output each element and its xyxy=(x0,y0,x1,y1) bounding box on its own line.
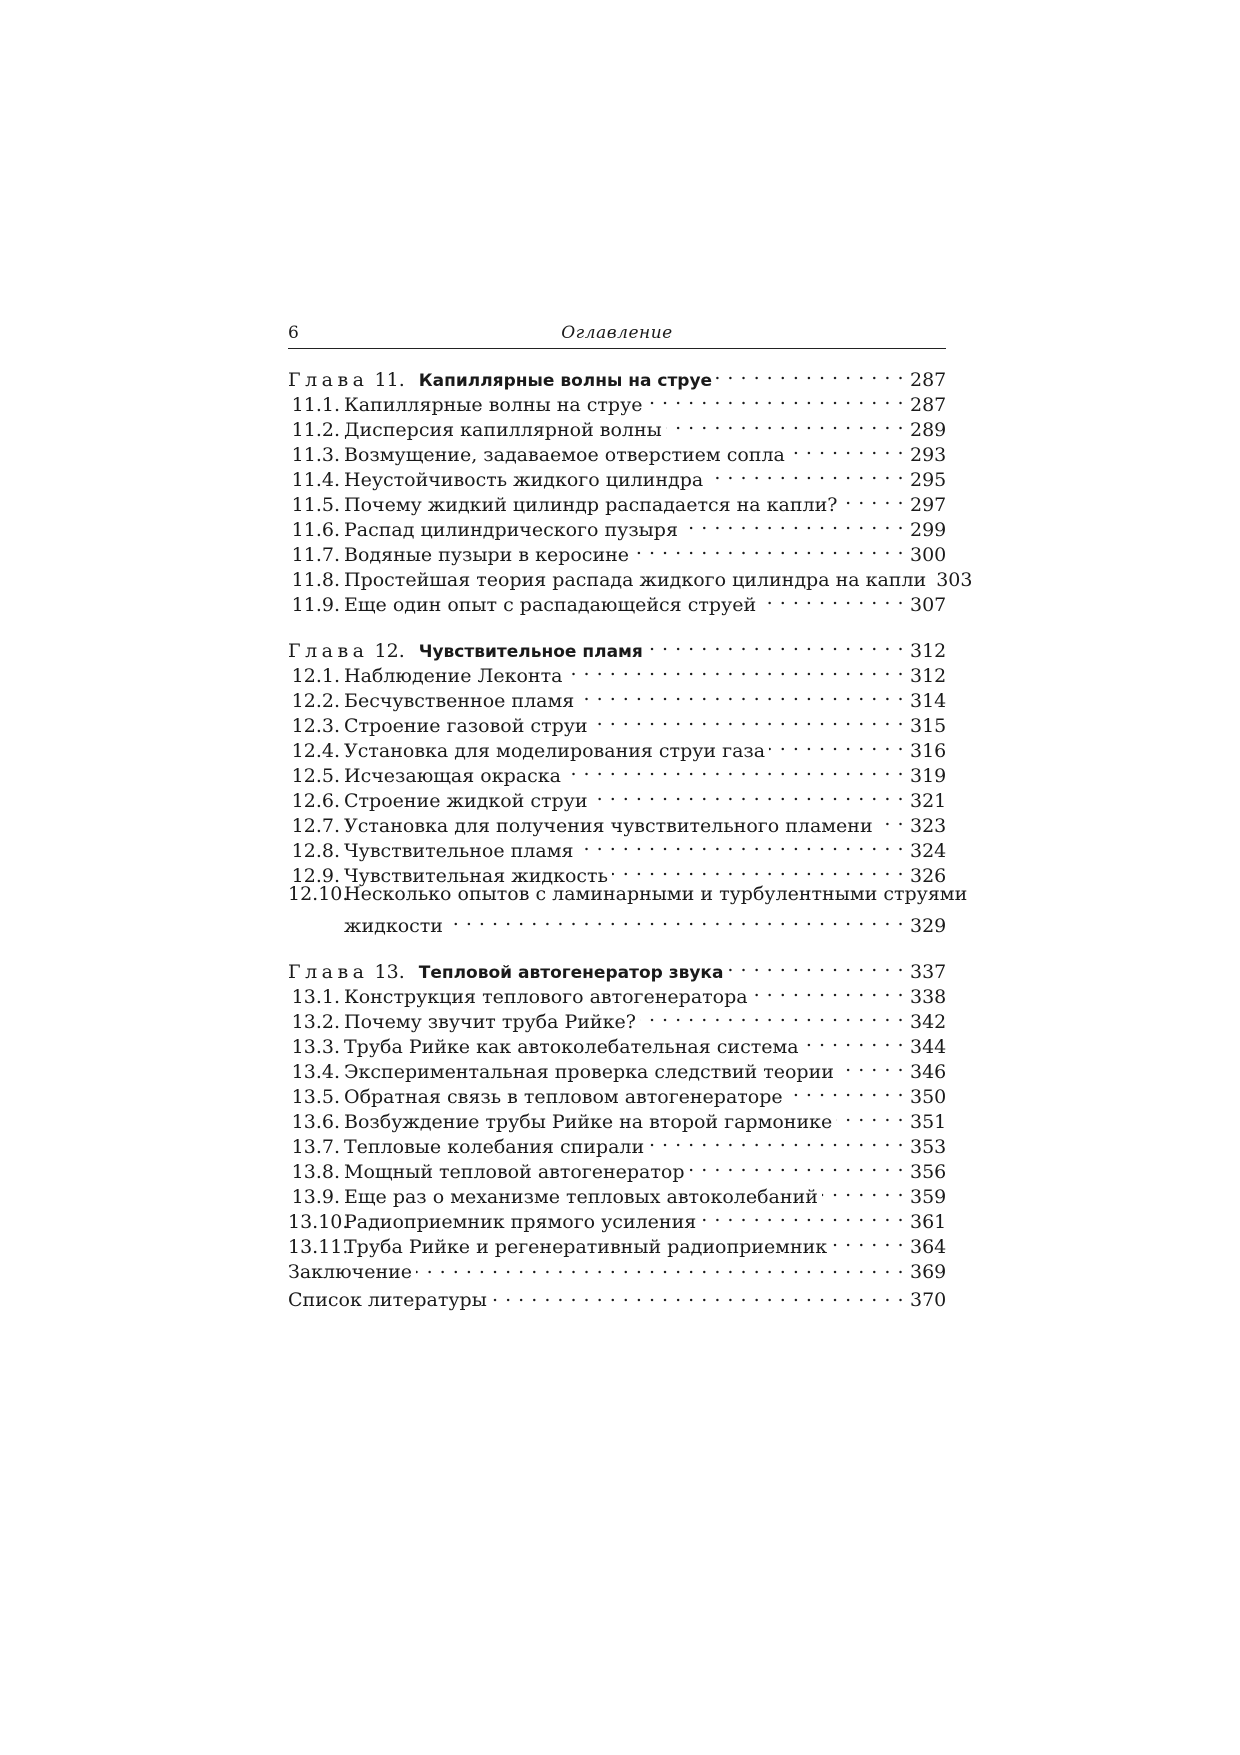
page-ref: 307 xyxy=(910,594,947,616)
chapter-11 xyxy=(288,361,973,616)
section-number: 13.1. xyxy=(291,986,340,1008)
leader-dots xyxy=(592,782,904,807)
section-title: Еще раз о механизме тепловых автоколебаний xyxy=(344,1186,818,1208)
toc-entry-line xyxy=(288,882,968,907)
section-number: 12.6. xyxy=(291,790,340,812)
page xyxy=(288,318,973,1311)
page-ref: 353 xyxy=(910,1136,947,1158)
leader-dots xyxy=(752,978,904,1003)
leader-dots xyxy=(682,511,904,536)
page-ref: 364 xyxy=(910,1236,947,1258)
page-ref: 329 xyxy=(910,915,947,937)
page-ref: 337 xyxy=(910,961,947,983)
page-ref: 289 xyxy=(910,419,947,441)
leader-dots xyxy=(416,1253,904,1278)
leader-dots xyxy=(803,1028,904,1053)
page-ref: 312 xyxy=(910,665,947,687)
section-title: Радиоприемник прямого усиления xyxy=(344,1211,697,1233)
page-ref: 315 xyxy=(910,715,947,737)
section-title: Водяные пузыри в керосине xyxy=(344,544,630,566)
leader-dots xyxy=(647,386,904,411)
page-ref: 323 xyxy=(910,815,947,837)
leader-dots xyxy=(689,1153,905,1178)
section-title: Почему звучит труба Рийке? xyxy=(344,1011,636,1033)
page-ref: 319 xyxy=(910,765,947,787)
section-title: Возбуждение трубы Рийке на второй гармонике xyxy=(344,1111,833,1133)
chapter-title: Чувствительное пламя xyxy=(418,642,643,662)
page-ref: 303 xyxy=(936,569,973,591)
section-title: Несколько опытов с ламинарными и турбулентными струями xyxy=(344,883,968,905)
section-number: 11.4. xyxy=(291,469,340,491)
section-title: Возмущение, задаваемое отверстием сопла xyxy=(344,444,785,466)
chapter-heading[interactable] xyxy=(288,361,947,391)
chapter-number: 11. xyxy=(374,369,405,391)
leader-dots xyxy=(727,953,904,978)
leader-dots xyxy=(592,707,904,732)
section-title: Установка для моделирования струи газа xyxy=(344,740,766,762)
section-title: Труба Рийке и регенеративный радиоприемник xyxy=(344,1236,828,1258)
section-title: Бесчувственное пламя xyxy=(344,690,575,712)
leader-dots xyxy=(787,1078,904,1103)
section-number: 12.4. xyxy=(291,740,340,762)
page-ref: 342 xyxy=(910,1011,947,1033)
section-title: Почему жидкий цилиндр распадается на капли? xyxy=(344,494,838,516)
section-number: 13.4. xyxy=(291,1061,340,1083)
header-title: Оглавление xyxy=(561,323,673,343)
section-title-continued: жидкости xyxy=(344,915,443,937)
page-ref: 356 xyxy=(910,1161,947,1183)
toc-entry-line xyxy=(288,907,947,937)
section-title: Чувствительная жидкость xyxy=(344,865,608,887)
page-ref: 314 xyxy=(910,690,947,712)
table-of-contents xyxy=(288,361,973,1311)
chapter-title: Тепловой автогенератор звука xyxy=(418,963,724,983)
page-ref: 370 xyxy=(910,1289,947,1311)
section-number: 13.3. xyxy=(291,1036,340,1058)
section-number: 13.10. xyxy=(288,1211,349,1233)
section-number: 12.8. xyxy=(291,840,340,862)
section-number: 13.6. xyxy=(291,1111,340,1133)
section-number: 12.10. xyxy=(288,883,349,905)
section-number: 13.2. xyxy=(291,1011,340,1033)
section-title: Наблюдение Леконта xyxy=(344,665,563,687)
section-number: 12.9. xyxy=(291,865,340,887)
leader-dots xyxy=(822,1178,904,1203)
section-number: 11.2. xyxy=(291,419,340,441)
section-number: 11.8. xyxy=(291,569,340,591)
section-number: 12.3. xyxy=(291,715,340,737)
chapter-word: Глава xyxy=(288,961,369,983)
leader-dots xyxy=(647,632,904,657)
leader-dots xyxy=(612,857,904,882)
section-number: 13.11. xyxy=(288,1236,349,1258)
section-title: Дисперсия капиллярной волны xyxy=(344,419,662,441)
page-ref: 293 xyxy=(910,444,947,466)
section-title: Неустойчивость жидкого цилиндра xyxy=(344,469,704,491)
section-title: Капиллярные волны на струе xyxy=(344,394,643,416)
page-ref: 344 xyxy=(910,1036,947,1058)
leader-dots xyxy=(566,657,904,682)
section-number: 12.2. xyxy=(291,690,340,712)
page-number: 6 xyxy=(288,323,299,343)
leader-dots xyxy=(841,486,904,511)
page-ref: 350 xyxy=(910,1086,947,1108)
leader-dots xyxy=(565,757,904,782)
page-ref: 300 xyxy=(910,544,947,566)
page-ref: 316 xyxy=(910,740,947,762)
section-number: 13.8. xyxy=(291,1161,340,1183)
page-ref: 324 xyxy=(910,840,947,862)
toc-entry-references[interactable] xyxy=(288,1281,946,1309)
section-title: Строение жидкой струи xyxy=(344,790,588,812)
leader-dots xyxy=(633,536,904,561)
chapter-number: 13. xyxy=(374,961,405,983)
leader-dots xyxy=(789,436,904,461)
leader-dots xyxy=(640,1003,904,1028)
back-matter xyxy=(288,1253,946,1309)
leader-dots xyxy=(831,1228,904,1253)
leader-dots xyxy=(760,586,904,611)
page-ref: 326 xyxy=(910,865,947,887)
leader-dots xyxy=(700,1203,904,1228)
page-ref: 369 xyxy=(910,1261,947,1283)
section-title: Труба Рийке как автоколебательная система xyxy=(344,1036,799,1058)
section-title: Конструкция теплового автогенератора xyxy=(344,986,748,1008)
page-ref: 321 xyxy=(910,790,947,812)
leader-dots xyxy=(577,832,904,857)
page-ref: 361 xyxy=(910,1211,947,1233)
section-number: 13.9. xyxy=(291,1186,340,1208)
leader-dots xyxy=(836,1103,904,1128)
section-title: Еще один опыт с распадающейся струей xyxy=(344,594,757,616)
section-number: 12.1. xyxy=(291,665,340,687)
section-title: Тепловые колебания спирали xyxy=(344,1136,645,1158)
page-ref: 299 xyxy=(910,519,947,541)
section-title: Обратная связь в тепловом автогенераторе xyxy=(344,1086,783,1108)
section-number: 11.1. xyxy=(291,394,340,416)
chapter-word: Глава xyxy=(288,369,369,391)
leader-dots xyxy=(707,461,904,486)
section-title: Простейшая теория распада жидкого цилиндра на капли xyxy=(344,569,927,591)
leader-dots xyxy=(491,1281,904,1306)
page-ref: 359 xyxy=(910,1186,947,1208)
section-title: Чувствительное пламя xyxy=(344,840,574,862)
chapter-heading[interactable] xyxy=(288,632,947,662)
chapter-12 xyxy=(288,632,968,937)
section-number: 13.7. xyxy=(291,1136,340,1158)
section-number: 11.6. xyxy=(291,519,340,541)
page-ref: 346 xyxy=(910,1061,947,1083)
leader-dots xyxy=(769,732,904,757)
leader-dots xyxy=(716,361,904,386)
section-number: 12.5. xyxy=(291,765,340,787)
section-title: Исчезающая окраска xyxy=(344,765,561,787)
page-ref: 295 xyxy=(910,469,947,491)
running-head xyxy=(288,318,946,349)
section-title: Экспериментальная проверка следствий теории xyxy=(344,1061,834,1083)
chapter-heading[interactable] xyxy=(288,953,947,983)
chapter-number: 12. xyxy=(374,640,405,662)
section-number: 11.9. xyxy=(291,594,340,616)
toc-entry-multiline[interactable] xyxy=(288,882,968,937)
leader-dots xyxy=(648,1128,904,1153)
back-matter-title: Заключение xyxy=(288,1261,413,1283)
page-ref: 287 xyxy=(910,369,947,391)
leader-dots xyxy=(666,411,904,436)
section-number: 11.7. xyxy=(291,544,340,566)
leader-dots xyxy=(578,682,904,707)
section-title: Мощный тепловой автогенератор xyxy=(344,1161,685,1183)
chapter-title: Капиллярные волны на струе xyxy=(418,371,713,391)
section-number: 11.3. xyxy=(291,444,340,466)
page-ref: 312 xyxy=(910,640,947,662)
page-ref: 287 xyxy=(910,394,947,416)
section-number: 13.5. xyxy=(291,1086,340,1108)
back-matter-title: Список литературы xyxy=(288,1289,487,1311)
page-ref: 338 xyxy=(910,986,947,1008)
section-number: 11.5. xyxy=(291,494,340,516)
page-ref: 351 xyxy=(910,1111,947,1133)
page-ref: 297 xyxy=(910,494,947,516)
section-title: Строение газовой струи xyxy=(344,715,588,737)
section-title: Распад цилиндрического пузыря xyxy=(344,519,678,541)
leader-dots xyxy=(447,907,904,932)
leader-dots xyxy=(838,1053,904,1078)
leader-dots xyxy=(877,807,904,832)
section-number: 12.7. xyxy=(291,815,340,837)
toc-entry-conclusion[interactable] xyxy=(288,1253,946,1281)
chapter-13 xyxy=(288,953,947,1258)
section-title: Установка для получения чувствительного пламени xyxy=(344,815,873,837)
chapter-word: Глава xyxy=(288,640,369,662)
